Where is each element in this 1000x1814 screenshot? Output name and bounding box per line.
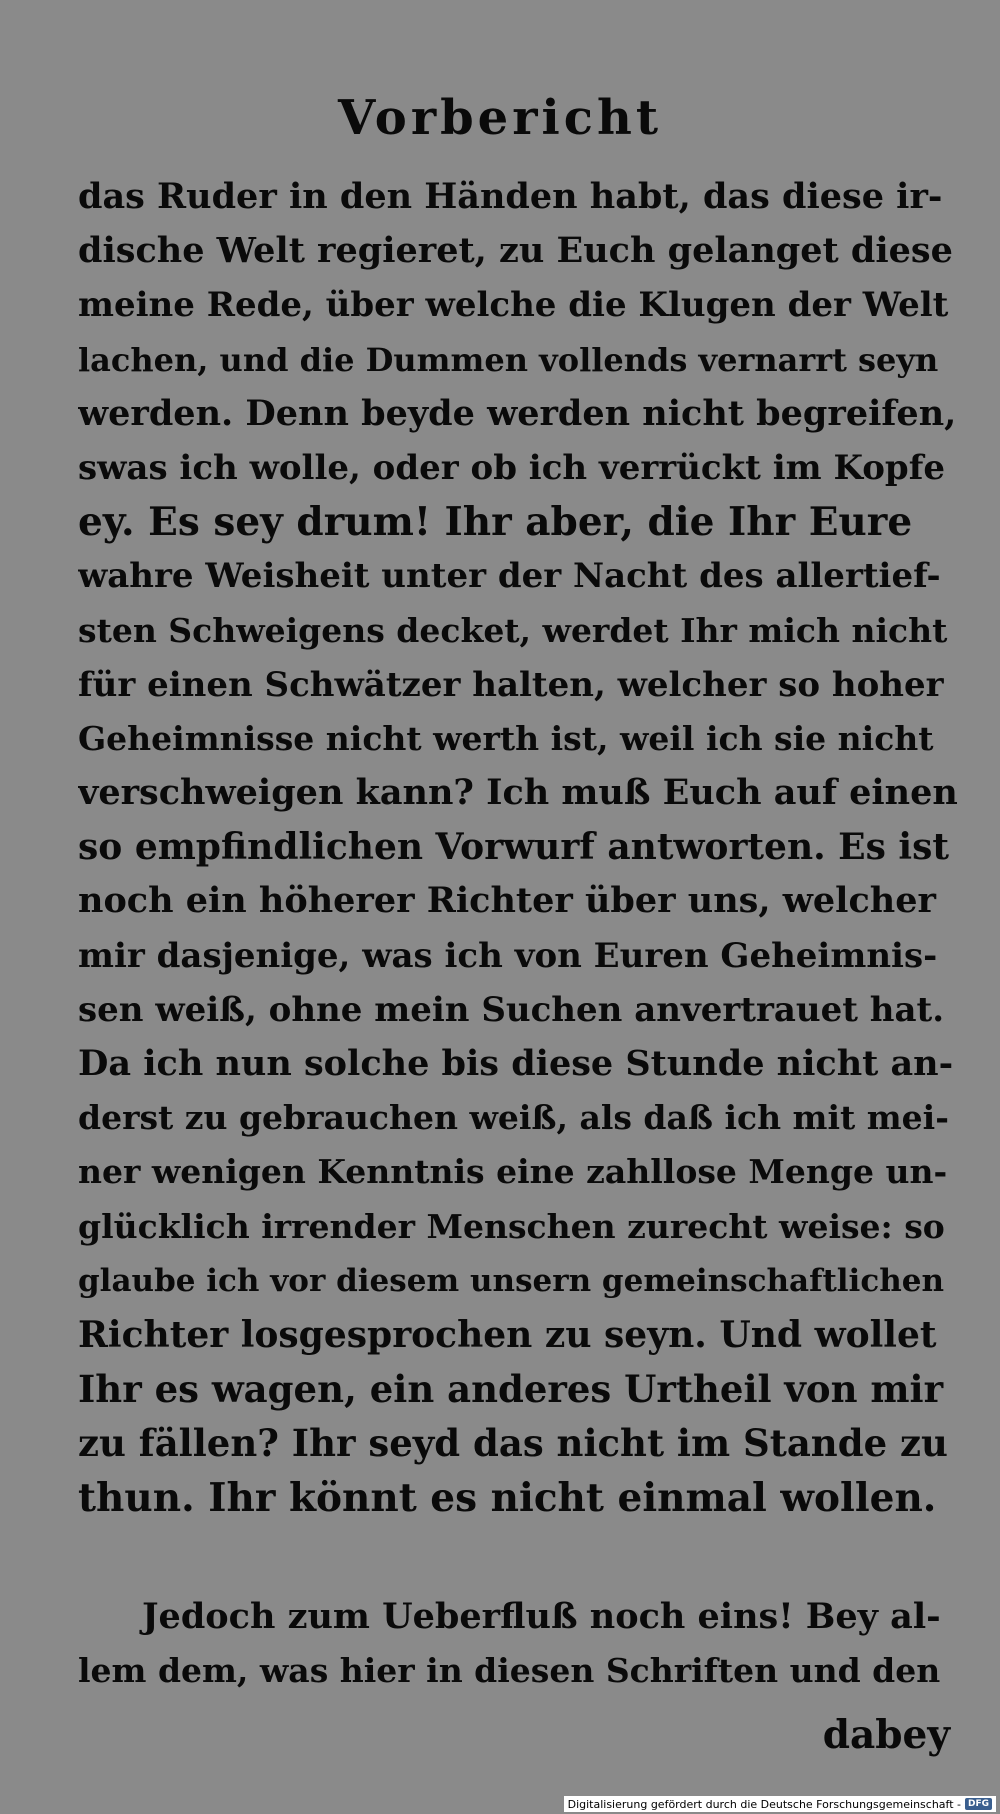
text-line: verschweigen kann? Ich muß Euch auf einen [78, 772, 958, 814]
text-line: lachen, und die Dummen vollends vernarrt seyn [78, 340, 939, 379]
text-line: ey. Es sey drum! Ihr aber, die Ihr Eure [78, 499, 913, 546]
text-line: zu fällen? Ihr seyd das nicht im Stande zu [78, 1421, 948, 1466]
text-line: dische Welt regieret, zu Euch gelanget diese [78, 230, 953, 272]
text-line: sten Schweigens decket, werdet Ihr mich nicht [78, 610, 948, 650]
running-head: Vorbericht [337, 90, 663, 146]
text-line: glaube ich vor diesem unsern gemeinschaftlichen [78, 1262, 945, 1299]
text-line: mir dasjenige, was ich von Euren Geheimnis- [78, 935, 938, 976]
catchword: dabey [822, 1712, 950, 1758]
dfg-logo-icon: DFG [965, 1798, 992, 1810]
text-line: werden. Denn beyde werden nicht begreifen, [78, 392, 957, 434]
text-line: noch ein höherer Richter über uns, welcher [78, 880, 936, 922]
text-line: ner wenigen Kenntnis eine zahllose Menge un- [78, 1152, 948, 1192]
text-line: thun. Ihr könnt es nicht einmal wollen. [78, 1474, 937, 1521]
text-line: Ihr es wagen, ein anderes Urtheil von mir [78, 1367, 944, 1412]
text-line: wahre Weisheit unter der Nacht des allertief- [78, 556, 941, 597]
footer-text: Digitalisierung gefördert durch die Deutsche Forschungsgemeinschaft - [567, 1797, 961, 1811]
text-line: Geheimnisse nicht werth ist, weil ich sie nicht [78, 718, 934, 758]
text-line: swas ich wolle, oder ob ich verrückt im Kopfe [78, 447, 945, 488]
text-line: so empfindlichen Vorwurf antworten. Es ist [78, 826, 949, 869]
text-line: glücklich irrender Menschen zurecht weise: so [78, 1206, 945, 1246]
text-line: derst zu gebrauchen weiß, als daß ich mit mei- [78, 1098, 949, 1138]
text-line: sen weiß, ohne mein Suchen anvertrauet hat. [78, 989, 945, 1030]
body-paragraph-2 [78, 1590, 958, 1698]
text-line: Jedoch zum Ueberfluß noch eins! Bey al- [142, 1596, 941, 1637]
digitization-footer [564, 1796, 996, 1812]
text-line: Richter losgesprochen zu seyn. Und wollet [78, 1313, 937, 1356]
text-line: das Ruder in den Händen habt, das diese ir- [78, 176, 943, 217]
text-line: für einen Schwätzer halten, welcher so hoher [78, 664, 944, 705]
text-line: Da ich nun solche bis diese Stunde nicht an- [78, 1043, 954, 1084]
text-line: lem dem, was hier in diesen Schriften und den [78, 1651, 941, 1691]
text-line: meine Rede, über welche die Klugen der Welt [78, 285, 949, 326]
body-paragraph-1 [78, 170, 958, 1525]
